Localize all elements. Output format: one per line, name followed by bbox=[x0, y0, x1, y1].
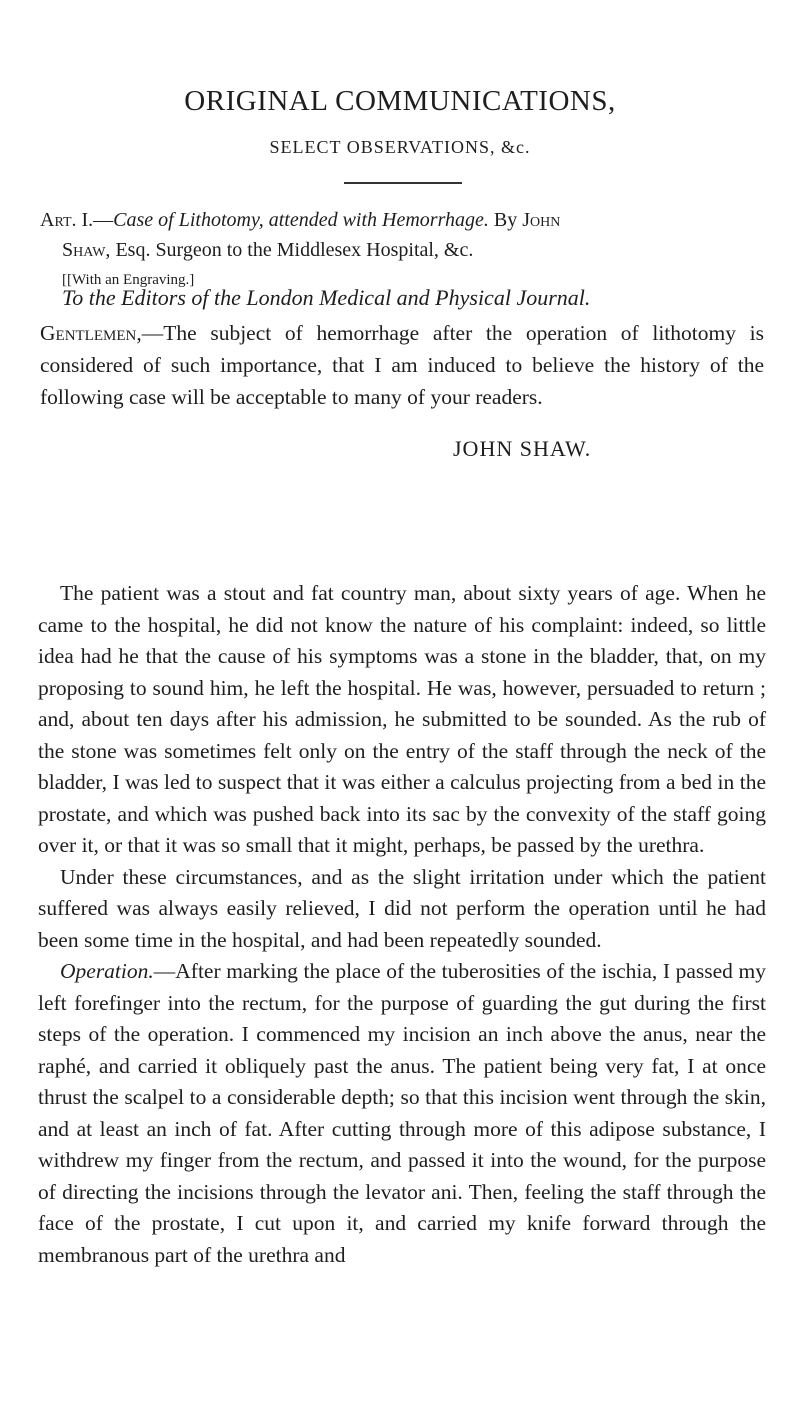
article-title: Case of Lithotomy, attended with Hemorrhage. bbox=[113, 209, 489, 231]
author-last-name: Shaw, bbox=[62, 239, 111, 261]
article-heading bbox=[40, 205, 760, 295]
letter-addressee: To the Editors of the London Medical and Physical Journal. bbox=[62, 285, 591, 310]
letter-text: —The subject of hemorrhage after the operation of lithotomy is considered of such importance, that I am induced to believe the history of the following case will be acceptable to many of your readers. bbox=[40, 321, 764, 409]
author-first-name: John bbox=[522, 209, 561, 231]
title-divider bbox=[344, 182, 462, 184]
section-subtitle: SELECT OBSERVATIONS, &c. bbox=[269, 137, 531, 157]
paragraph-2: Under these circumstances, and as the slight irritation under which the patient suffered was always easily relieved, I did not perform the operation until he had been some time in the hospital, and had been repeatedly sounded. bbox=[38, 864, 766, 952]
letter-signature: JOHN SHAW. bbox=[453, 436, 592, 461]
paragraph-1: The patient was a stout and fat country man, about sixty years of age. When he came to the hospital, he did not know the nature of his complaint: indeed, so little idea had he that the cause of his symptoms was a stone in the bladder, that, on my proposing to sound him, he left the hospital. He was, however, persuaded to return ; and, about ten days after his admission, he submitted to be sounded. As the rub of the stone was sometimes felt only on the entry of the staff through the neck of the bladder, I was led to suspect that it was either a calculus projecting from a bed in the prostate, and which was pushed back into its sac by the convexity of the staff going over it, or that it was so small that it might, perhaps, be passed by the urethra. bbox=[38, 581, 766, 857]
engraving-note: [[With an Engraving.] bbox=[62, 272, 195, 288]
operation-text: —After marking the place of the tuberosities of the ischia, I passed my left forefinger into the rectum, for the purpose of guarding the gut during the first steps of the operation. I commenced my incision an inch above the anus, near the raphé, and carried it obliquely past the anus. The patient being very fat, I at once thrust the scalpel to a considerable depth; so that this incision went through the skin, and at least an inch of fat. After cutting through more of this adipose substance, I withdrew my finger from the rectum, and passed it into the wound, for the purpose of directing the incisions through the levator ani. Then, feeling the staff through the face of the prostate, I cut upon it, and carried my knife forward through the membranous part of the urethra and bbox=[38, 959, 766, 1267]
letter-body bbox=[40, 317, 764, 413]
paragraph-3 bbox=[38, 956, 766, 1271]
section-title: ORIGINAL COMMUNICATIONS, bbox=[184, 85, 616, 117]
byline-by: By bbox=[493, 209, 518, 231]
author-affiliation: Esq. Surgeon to the Middlesex Hospital, &c. bbox=[115, 239, 474, 261]
salutation: Gentlemen, bbox=[40, 321, 142, 345]
operation-label: Operation. bbox=[60, 959, 154, 983]
article-label: Art. I.— bbox=[40, 209, 114, 231]
case-body bbox=[38, 578, 766, 1271]
